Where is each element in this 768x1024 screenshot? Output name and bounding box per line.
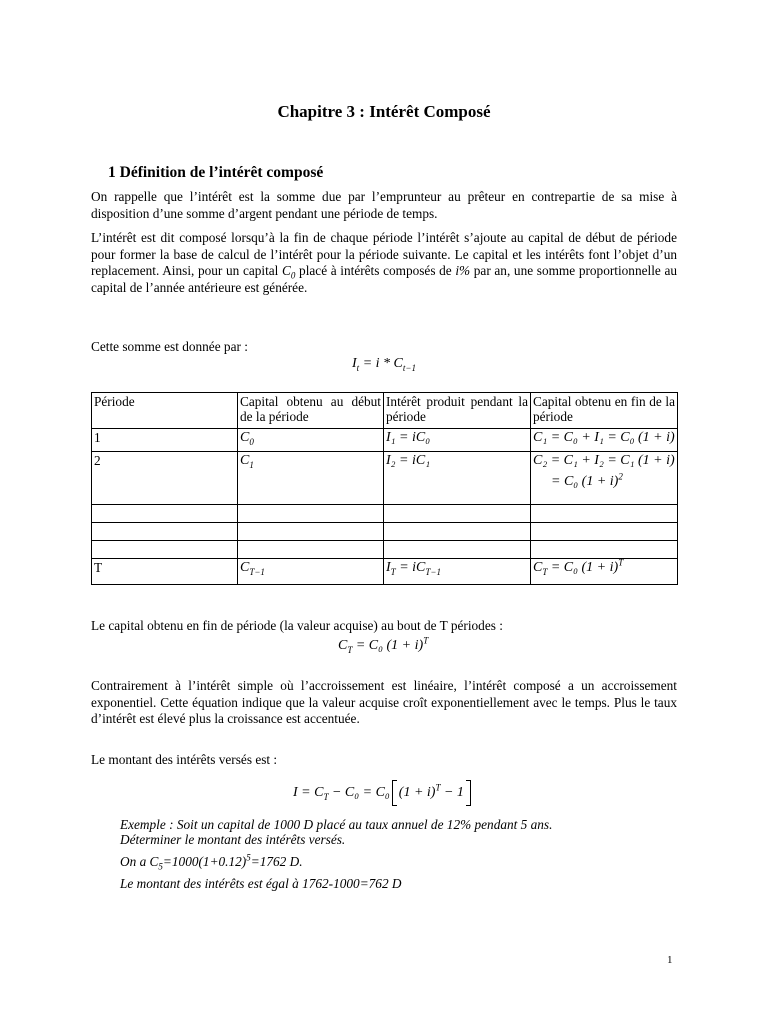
paragraph-acquired-value: Le capital obtenu en fin de période (la valeur acquise) au bout de T périodes : xyxy=(91,618,503,633)
equation-interest: $I_t = i * C_{t-1}$ xyxy=(352,356,416,373)
header-capital-end: Capital obtenu en fin de la période xyxy=(531,393,678,429)
table-row-empty xyxy=(92,505,678,523)
chapter-title: Chapitre 3 : Intérêt Composé xyxy=(277,102,491,121)
paragraph-definition: On rappelle que l’intérêt est la somme due par l’emprunteur au prêteur en contrepartie de sa mise à disposition d’une somme d’argent pendant une période de temps. xyxy=(91,189,677,221)
paragraph-sum-given: Cette somme est donnée par : xyxy=(91,339,248,354)
table-header-row xyxy=(92,393,678,429)
table-row: T $C_{T-1}$ $I_T = iC_{T-1}$ $C_T = C_0$ $(1 + i)^T$ xyxy=(92,559,678,585)
table-row: 2 $C_1$ I₂ = iC₁ C₂ = C₁ + I₂ = C₁ (1 + i) = C₀ $(1 + i)^2$ xyxy=(92,452,678,505)
header-period: Période xyxy=(92,393,238,429)
paragraph-exponential: Contrairement à l’intérêt simple où l’accroissement est linéaire, l’intérêt composé a un accroissement exponentiel. Cette équation indique que la valeur acquise croît exponentiellement avec le temps. Plus le taux d’intérêt est élevé plus la croissance est accentuée. xyxy=(91,678,677,727)
header-interest: Intérêt produit pendant la période xyxy=(384,393,531,429)
equation-interest-amount: $I = C_T - C_0 = C_0$ $(1 + i)^T - 1$ xyxy=(293,780,473,806)
section-heading: 1 Définition de l’intérêt composé xyxy=(108,164,324,181)
header-capital-start: Capital obtenu au début de la période xyxy=(238,393,384,429)
compound-interest-table xyxy=(91,392,678,585)
equation-acquired-value: $C_T = C_0$ $(1 + i)^T$ xyxy=(338,635,429,655)
page-number: 1 xyxy=(667,954,673,966)
table-row-empty xyxy=(92,541,678,559)
table-row: 1 $C_0$ I₁ = iC₀ C₁ = C₀ + I₁ = C₀ (1 + i) xyxy=(92,429,678,452)
paragraph-compound-interest: L’intérêt est dit composé lorsqu’à la fin de chaque période l’intérêt s’ajoute au capital de début de période pour former la base de calcul de l’intérêt pour la période suivante. Le capital et les intérêts font l’objet d’un replacement. Ainsi, pour un capital $C_0$ placé à intérêts composés de i% par an, une somme proportionnelle au capital de l’année antérieure est générée. xyxy=(91,230,677,295)
paragraph-interest-amount: Le montant des intérêts versés est : xyxy=(91,752,278,767)
table-row-empty xyxy=(92,523,678,541)
example-block: Exemple : Soit un capital de 1000 D placé au taux annuel de 12% pendant 5 ans. Déterminer le montant des intérêts versés. On a $C_5=1000(1+0.12)^5=1762$ D. Le montant des intérêts est égal à 1762-1000=762 D xyxy=(120,817,553,891)
